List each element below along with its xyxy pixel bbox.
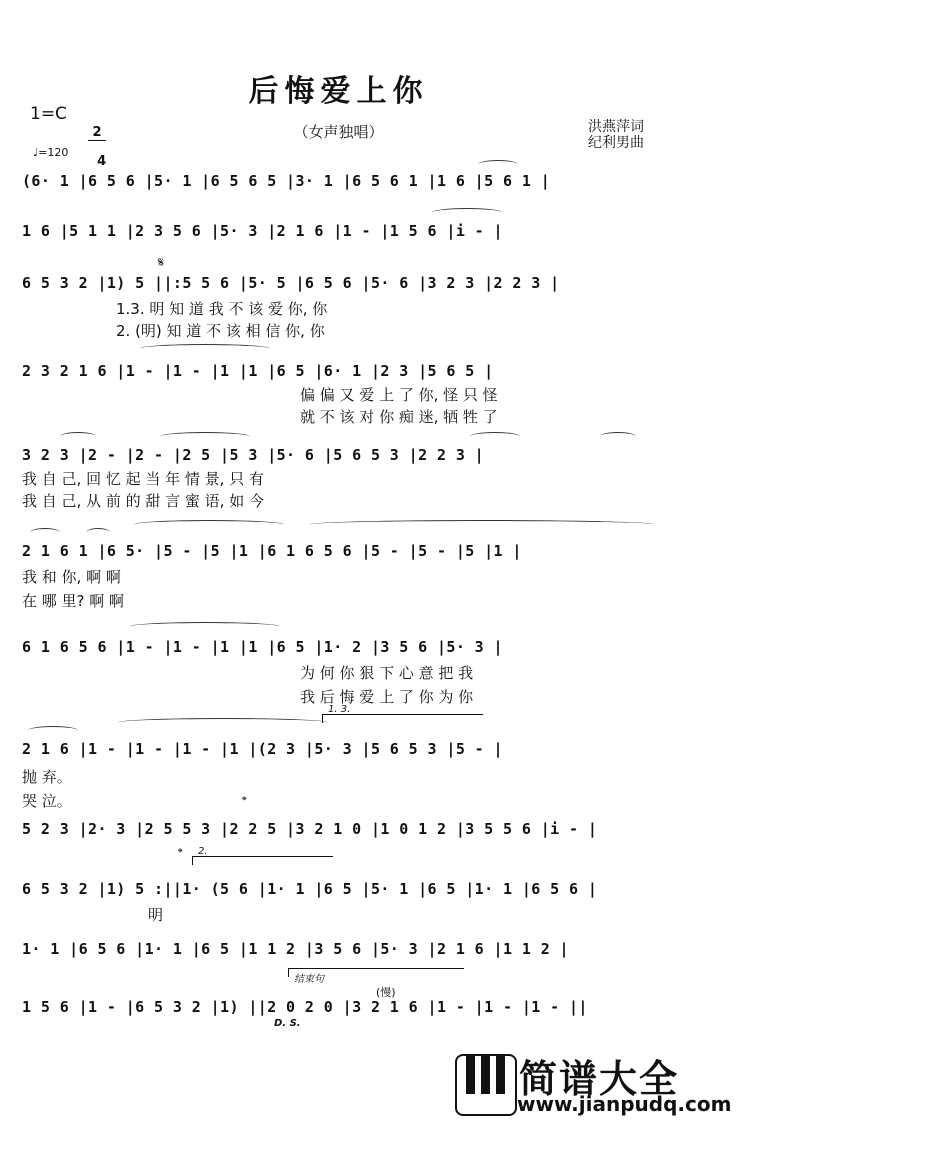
tie bbox=[118, 718, 328, 727]
tie bbox=[130, 622, 280, 631]
tie bbox=[310, 520, 655, 529]
tie bbox=[86, 528, 110, 537]
volta-1-bracket bbox=[322, 714, 483, 723]
segno-icon: 𝄋 bbox=[158, 255, 165, 271]
key-signature: 1=C bbox=[30, 104, 67, 124]
tempo-mark: ♩=120 bbox=[33, 146, 69, 159]
lyrics-line-8-verse1: 抛 弃。 bbox=[22, 768, 72, 786]
tie bbox=[28, 726, 78, 735]
time-top: 2 bbox=[88, 126, 106, 141]
tie bbox=[478, 160, 518, 169]
staff-line-10: 6 5 3 2 |1) 5 :||1· (5 6 |1· 1 |6 5 |5· 1 |6 5 |1· 1 |6 5 6 | bbox=[22, 880, 598, 898]
staff-line-5: 3 2 3 |2 - |2 - |2 5 |5 3 |5· 6 |5 6 5 3 |2 2 3 | bbox=[22, 446, 485, 464]
coda-icon-2: 𝄌 bbox=[178, 846, 183, 861]
volta-2-label: 2. bbox=[198, 846, 208, 857]
composer: 纪利男曲 bbox=[588, 135, 644, 151]
staff-line-1: (6· 1 |6 5 6 |5· 1 |6 5 6 5 |3· 1 |6 5 6 1 |1 6 |5 6 1 | bbox=[22, 172, 551, 190]
lyrics-line-4-verse1: 偏 偏 又 爱 上 了 你, 怪 只 怪 bbox=[300, 386, 498, 404]
lyrics-line-3-verse1: 1.3. 明 知 道 我 不 该 爱 你, 你 bbox=[116, 300, 328, 318]
lyrics-line-5-verse1: 我 自 己, 回 忆 起 当 年 情 景, 只 有 bbox=[22, 470, 264, 488]
lyrics-line-6-verse1: 我 和 你, 啊 啊 bbox=[22, 568, 121, 586]
lyrics-line-8-verse2: 哭 泣。 bbox=[22, 792, 72, 810]
staff-line-11: 1· 1 |6 5 6 |1· 1 |6 5 |1 1 2 |3 5 6 |5· 3 |2 1 6 |1 1 2 | bbox=[22, 940, 569, 958]
volta-1-label: 1. 3. bbox=[328, 704, 351, 715]
ds-mark: D. S. bbox=[274, 1018, 301, 1029]
lyrics-line-3-verse2: 2. (明) 知 道 不 该 相 信 你, 你 bbox=[116, 322, 325, 340]
volta-2-bracket bbox=[192, 856, 333, 865]
lyrics-line-10: 明 bbox=[148, 906, 164, 924]
staff-line-12: 1 5 6 |1 - |6 5 3 2 |1) ||2 0 2 0 |3 2 1 6 |1 - |1 - |1 - || bbox=[22, 998, 588, 1016]
staff-line-9: 5 2 3 |2· 3 |2 5 5 3 |2 2 5 |3 2 1 0 |1 0 1 2 |3 5 5 6 |i - | bbox=[22, 820, 598, 838]
staff-line-7: 6 1 6 5 6 |1 - |1 - |1 |1 |6 5 |1· 2 |3 5 6 |5· 3 | bbox=[22, 638, 503, 656]
tie bbox=[134, 520, 284, 529]
tie bbox=[470, 432, 520, 441]
watermark-url: www.jianpudq.com bbox=[517, 1092, 732, 1116]
watermark-logo bbox=[455, 1046, 732, 1116]
lyricist: 洪燕萍词 bbox=[588, 119, 644, 135]
coda-icon: 𝄌 bbox=[242, 794, 247, 809]
lyrics-line-7-verse2: 我 后 悔 爱 上 了 你 为 你 bbox=[300, 688, 474, 706]
tie bbox=[160, 432, 250, 441]
time-bottom: 4 bbox=[97, 154, 107, 169]
slow-mark: (慢) bbox=[376, 986, 396, 999]
tie bbox=[60, 432, 96, 441]
staff-line-2: 1 6 |5 1 1 |2 3 5 6 |5· 3 |2 1 6 |1 - |1 5 6 |i - | bbox=[22, 222, 503, 240]
song-title: 后悔爱上你 bbox=[248, 74, 429, 109]
lyrics-line-5-verse2: 我 自 己, 从 前 的 甜 言 蜜 语, 如 今 bbox=[22, 492, 264, 510]
piano-keys-icon bbox=[455, 1054, 517, 1116]
tie bbox=[140, 344, 270, 353]
staff-line-3: 6 5 3 2 |1) 5 ||:5 5 6 |5· 5 |6 5 6 |5· 6 |3 2 3 |2 2 3 | bbox=[22, 274, 560, 292]
ending-label: 结束句 bbox=[294, 974, 324, 985]
staff-line-8: 2 1 6 |1 - |1 - |1 - |1 |(2 3 |5· 3 |5 6 5 3 |5 - | bbox=[22, 740, 503, 758]
tie bbox=[432, 208, 502, 217]
subtitle: （女声独唱） bbox=[293, 123, 384, 141]
tie bbox=[600, 432, 636, 441]
lyrics-line-6-verse2: 在 哪 里? 啊 啊 bbox=[22, 592, 125, 610]
staff-line-6: 2 1 6 1 |6 5· |5 - |5 |1 |6 1 6 5 6 |5 - |5 - |5 |1 | bbox=[22, 542, 522, 560]
tie bbox=[30, 528, 60, 537]
lyrics-line-4-verse2: 就 不 该 对 你 痴 迷, 牺 牲 了 bbox=[300, 408, 498, 426]
staff-line-4: 2 3 2 1 6 |1 - |1 - |1 |1 |6 5 |6· 1 |2 3 |5 6 5 | bbox=[22, 362, 494, 380]
watermark-brand: 简谱大全 bbox=[519, 1057, 680, 1101]
lyrics-line-7-verse1: 为 何 你 狠 下 心 意 把 我 bbox=[300, 664, 474, 682]
